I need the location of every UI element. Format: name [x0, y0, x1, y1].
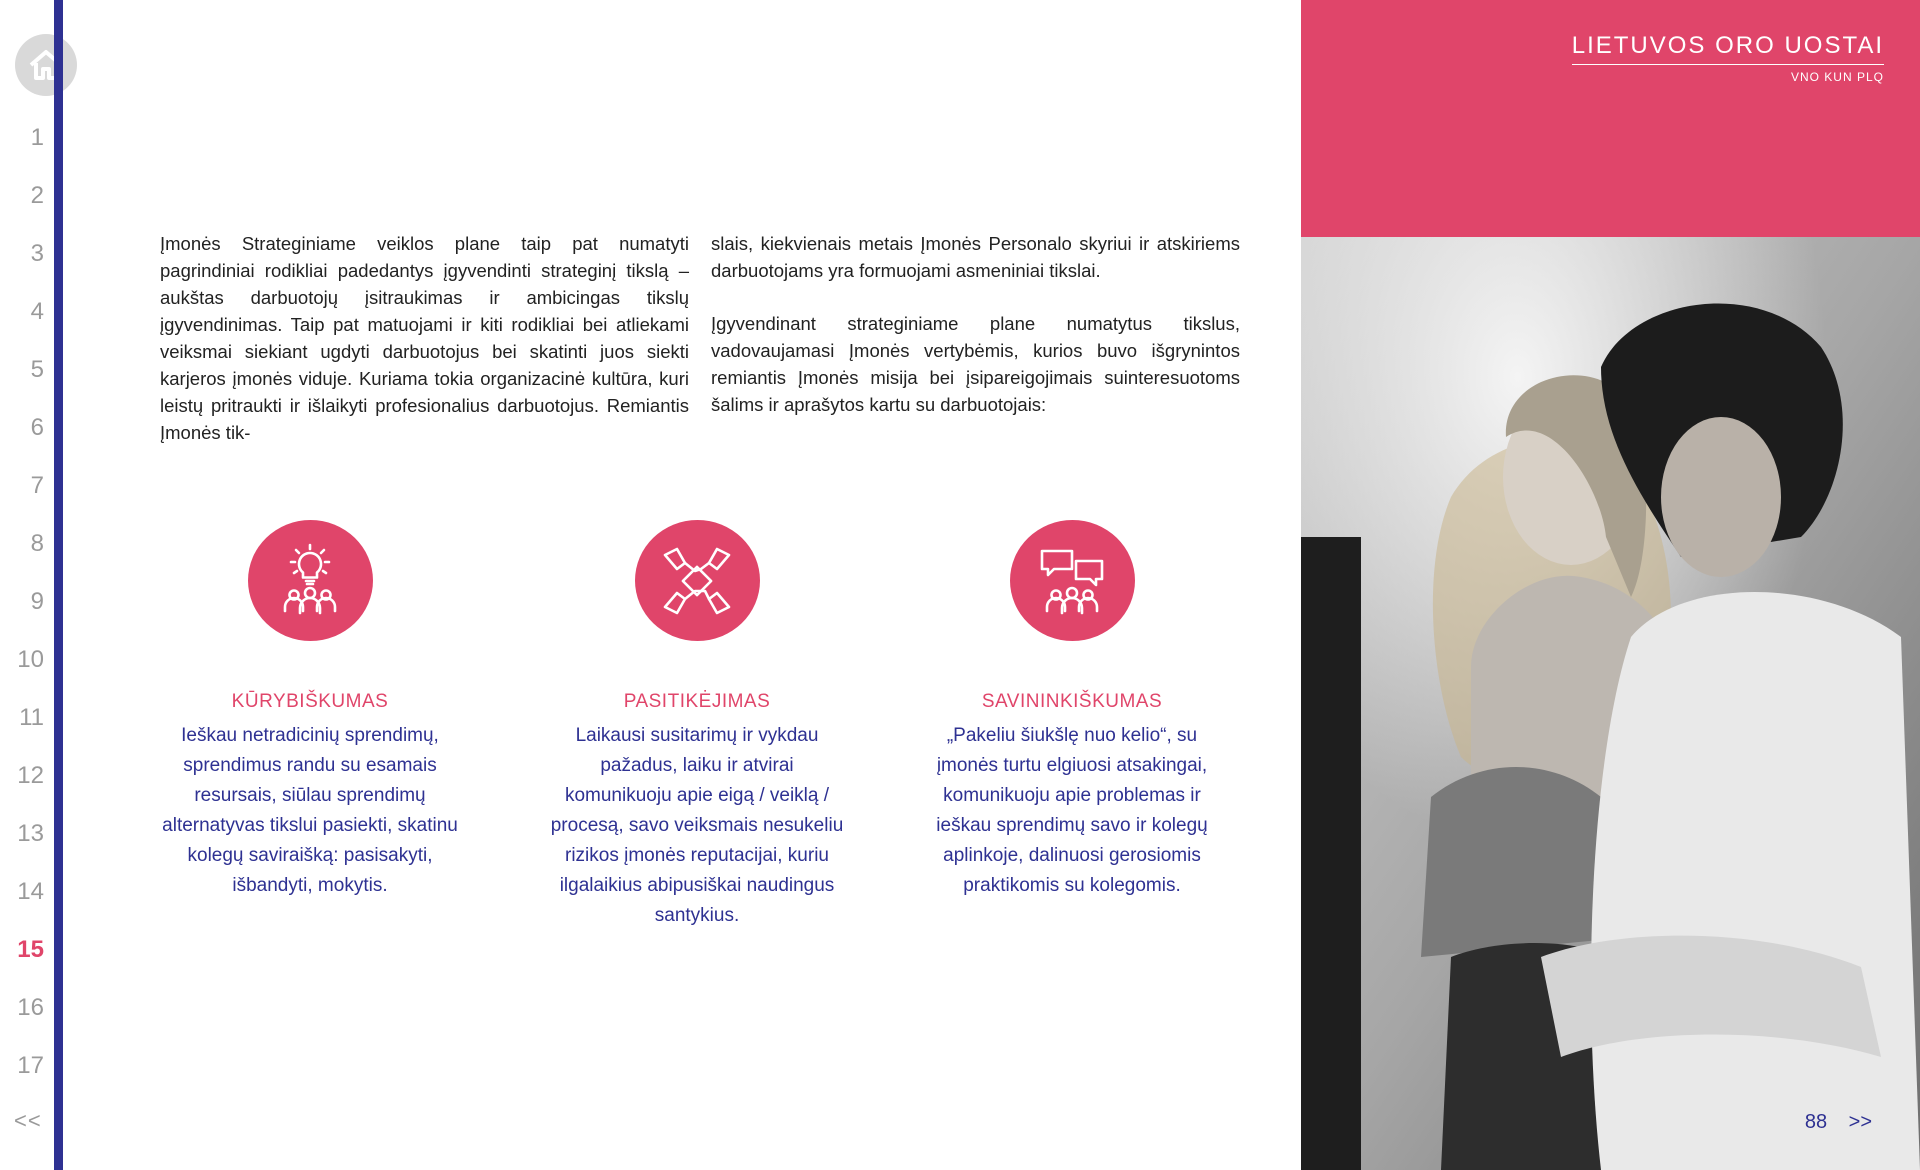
joined-hands-icon [657, 541, 737, 621]
value-title: SAVININKIŠKUMAS [981, 691, 1163, 712]
page-number: 88 [1804, 1111, 1828, 1133]
nav-page-7[interactable]: 7 [30, 472, 44, 499]
nav-page-14[interactable]: 14 [17, 878, 44, 905]
prev-page-button[interactable]: << [14, 1108, 42, 1133]
nav-page-15[interactable]: 15 [17, 936, 44, 963]
brand-header [1301, 0, 1920, 237]
nav-page-12[interactable]: 12 [17, 762, 44, 789]
chat-team-icon [1034, 543, 1110, 619]
page-footer [1805, 1111, 1872, 1134]
people-photo [1301, 237, 1920, 1170]
intro-paragraph-1: Įmonės Strateginiame veiklos plane taip pat numatyti pagrindiniai rodikliai padedantys įgyvendinti strateginį tikslą – aukštas darbuotojų įsitraukimas ir ambicingas tikslų įgyvendinimas. Taip pat matuojami ir kiti rodikliai bei atliekami veiksmai siekiant ugdyti darbuotojus bei skatinti juos siekti karjeros įmonės viduje. Kuriama tokia organizacinė kultūra, kuri leistų pritraukti ir išlaikyti profesionalius darbuotojus. Remiantis Įmonės tik- [160, 233, 689, 443]
nav-page-5[interactable]: 5 [30, 356, 44, 383]
value-ownership [922, 520, 1222, 901]
value-trust [547, 520, 847, 931]
nav-page-16[interactable]: 16 [17, 994, 44, 1021]
value-icon-circle [635, 520, 760, 641]
brand-codes: VNO KUN PLQ [1790, 70, 1884, 84]
intro-text [160, 230, 1240, 472]
page-nav-list [0, 118, 48, 1104]
intro-paragraph-3: Įgyvendinant strateginiame plane numatytus tikslus, vadovaujamasi Įmonės vertybėmis, kurios buvo išgrynintos remiantis Įmonės misija bei įsipareigojimais suinteresuotoms šalims ir aprašytos kartu su darbuotojais: [711, 313, 1240, 415]
value-icon-circle [248, 520, 373, 641]
value-title: KŪRYBIŠKUMAS [231, 691, 389, 712]
intro-column-1 [160, 230, 689, 472]
value-description: „Pakeliu šiukšlę nuo kelio“, su įmonės turtu elgiuosi atsakingai, komunikuoju apie problemas ir ieškau sprendimų savo ir kolegų aplinkoje, dalinuosi gerosiomis praktikomis su kolegomis. [936, 725, 1208, 896]
intro-paragraph-2: slais, kiekvienais metais Įmonės Personalo skyriui ir atskiriems darbuotojams yra formuojami asmeniniai tikslai. [711, 233, 1240, 281]
nav-page-2[interactable]: 2 [30, 182, 44, 209]
nav-page-11[interactable]: 11 [19, 704, 44, 731]
sidebar-nav [0, 0, 56, 1170]
nav-page-13[interactable]: 13 [17, 820, 44, 847]
value-creativity [160, 520, 460, 901]
nav-page-9[interactable]: 9 [30, 588, 44, 615]
nav-page-4[interactable]: 4 [30, 298, 44, 325]
brand-logo [1572, 32, 1884, 84]
nav-page-8[interactable]: 8 [30, 530, 44, 557]
brand-name: LIETUVOS ORO UOSTAI [1572, 32, 1884, 65]
value-icon-circle [1010, 520, 1135, 641]
photo-image [1301, 237, 1920, 1170]
nav-page-1[interactable]: 1 [30, 124, 44, 151]
nav-page-6[interactable]: 6 [30, 414, 44, 441]
lightbulb-team-icon [272, 543, 348, 619]
nav-page-3[interactable]: 3 [30, 240, 44, 267]
home-button[interactable] [15, 34, 77, 96]
sidebar-divider [54, 0, 63, 1170]
nav-page-10[interactable]: 10 [17, 646, 44, 673]
value-description: Laikausi susitarimų ir vykdau pažadus, laiku ir atvirai komunikuoju apie eigą / veiklą / procesą, savo veiksmais nesukeliu rizikos įmonės reputacijai, kuriu ilgalaikius abipusiškai naudingus santykius. [550, 725, 844, 926]
nav-page-17[interactable]: 17 [17, 1052, 44, 1079]
intro-column-2 [711, 230, 1240, 472]
value-description: Ieškau netradicinių sprendimų, sprendimus randu su esamais resursais, siūlau sprendimų alternatyvas tikslui pasiekti, skatinu kolegų saviraišką: pasisakyti, išbandyti, mokytis. [162, 725, 458, 896]
value-title: PASITIKĖJIMAS [623, 691, 771, 712]
next-page-button[interactable]: >> [1848, 1111, 1872, 1133]
company-values [160, 520, 1220, 940]
